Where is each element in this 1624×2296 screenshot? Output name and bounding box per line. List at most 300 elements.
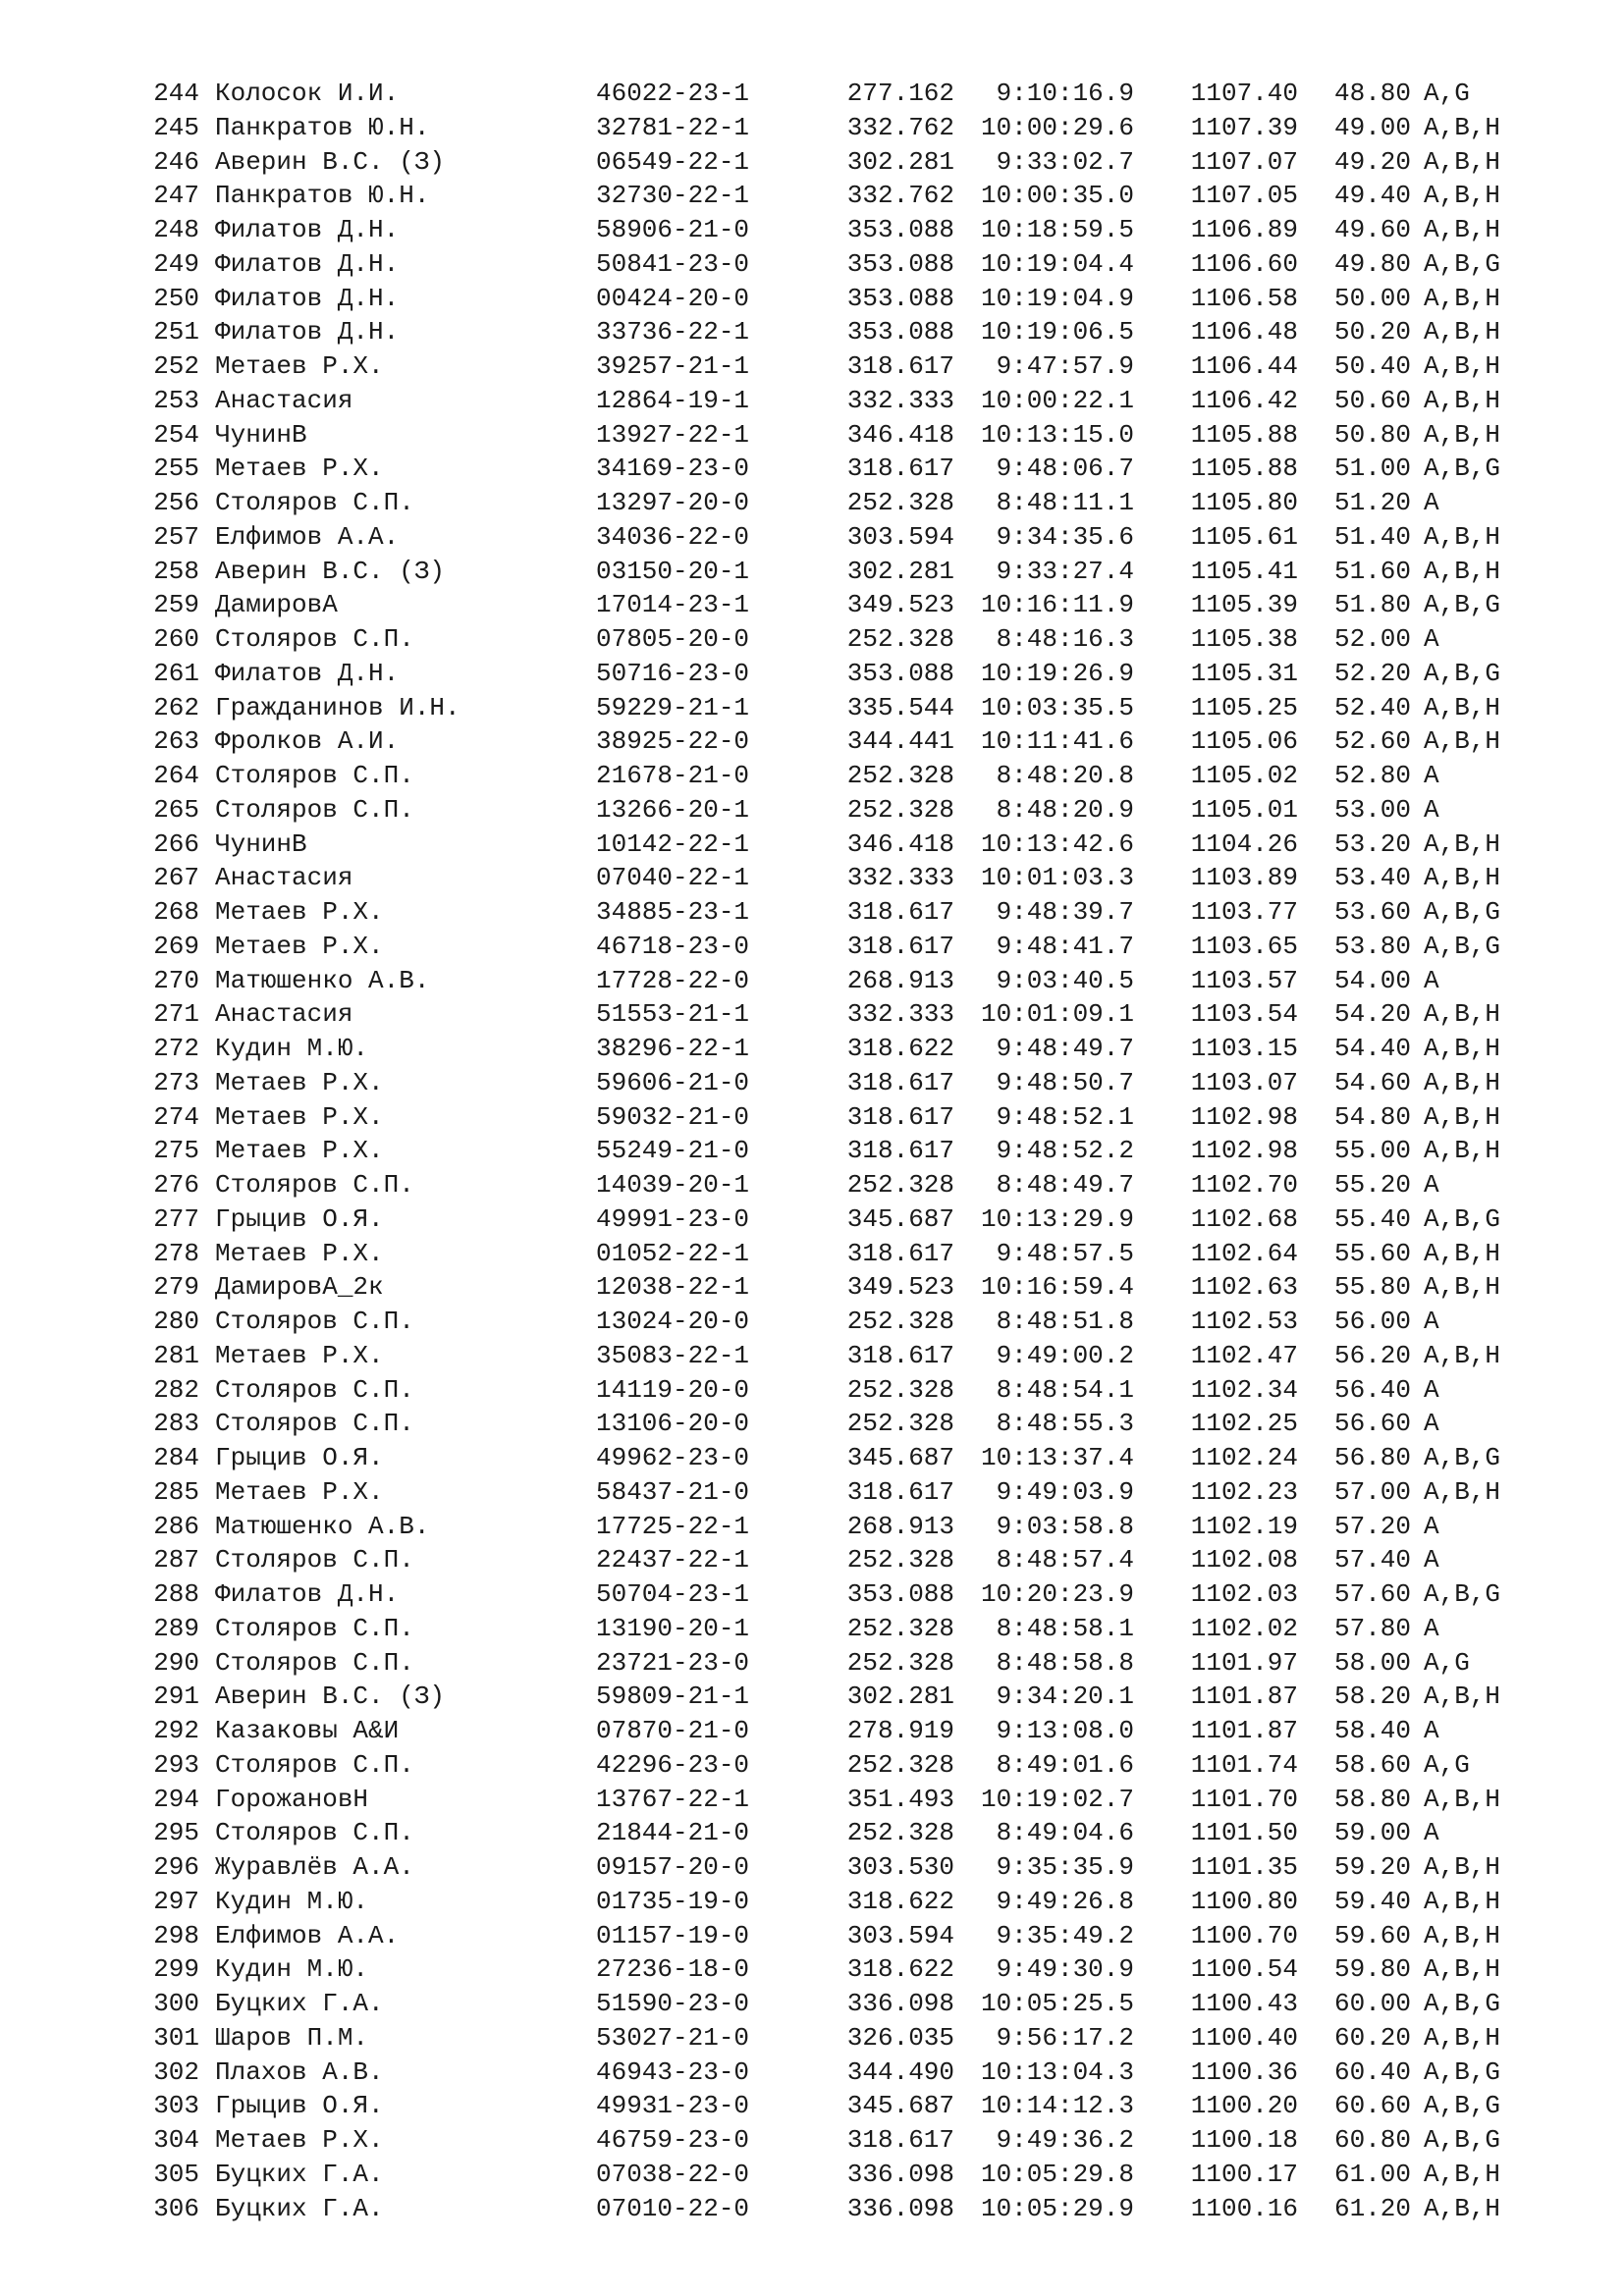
row-categories: A,B,H	[1424, 1852, 1501, 1882]
table-row	[142, 1339, 1537, 1373]
row-arrival-time: 10:13:42.6	[980, 828, 1134, 859]
row-points: 59.20	[1334, 1852, 1412, 1882]
row-distance: 332.762	[846, 112, 954, 142]
row-fancier-name: Буцких Г.А.	[215, 2159, 384, 2189]
row-arrival-time: 10:18:59.5	[980, 215, 1134, 244]
row-speed: 1100.36	[1190, 2056, 1298, 2087]
row-arrival-time: 8:48:16.3	[996, 624, 1134, 654]
row-distance: 349.523	[846, 1272, 954, 1303]
table-row	[142, 1373, 1537, 1408]
row-ring-number: 17728-22-0	[596, 965, 750, 995]
row-speed: 1100.17	[1190, 2159, 1298, 2189]
row-distance: 318.617	[846, 2125, 954, 2155]
row-points: 53.00	[1334, 794, 1412, 825]
row-speed: 1103.57	[1190, 965, 1298, 995]
row-categories: A,B,H	[1424, 1136, 1501, 1166]
row-categories: A	[1424, 1511, 1439, 1541]
row-speed: 1107.05	[1190, 181, 1298, 211]
row-speed: 1105.88	[1190, 454, 1298, 484]
row-fancier-name: Колосок И.И.	[215, 79, 400, 108]
row-speed: 1106.60	[1190, 248, 1298, 279]
row-speed: 1102.98	[1190, 1136, 1298, 1166]
table-row	[142, 1885, 1537, 1919]
row-points: 52.60	[1334, 726, 1412, 757]
row-points: 50.20	[1334, 317, 1412, 347]
row-arrival-time: 9:03:40.5	[996, 965, 1134, 995]
row-fancier-name: Столяров С.П.	[215, 1647, 414, 1678]
row-arrival-time: 8:48:20.9	[996, 794, 1134, 825]
row-ring-number: 49931-23-0	[596, 2091, 750, 2121]
row-distance: 353.088	[846, 1579, 954, 1609]
row-place: 274	[153, 1101, 199, 1132]
row-speed: 1107.39	[1190, 112, 1298, 142]
row-points: 51.80	[1334, 590, 1412, 620]
row-categories: A,B,G	[1424, 2125, 1501, 2155]
row-arrival-time: 9:49:36.2	[996, 2125, 1134, 2155]
row-arrival-time: 10:19:04.4	[980, 248, 1134, 279]
table-row	[142, 2021, 1537, 2056]
row-categories: A	[1424, 761, 1439, 790]
row-categories: A	[1424, 1818, 1439, 1848]
row-fancier-name: Метаев Р.Х.	[215, 931, 384, 961]
row-place: 245	[153, 112, 199, 142]
row-distance: 252.328	[846, 1409, 954, 1439]
row-speed: 1101.70	[1190, 1784, 1298, 1814]
row-categories: A,B,H	[1424, 1682, 1501, 1712]
row-distance: 332.762	[846, 181, 954, 211]
row-ring-number: 42296-23-0	[596, 1749, 750, 1780]
row-fancier-name: Плахов А.В.	[215, 2056, 384, 2087]
row-distance: 252.328	[846, 624, 954, 654]
row-points: 60.00	[1334, 1989, 1412, 2018]
row-place: 263	[153, 726, 199, 757]
row-fancier-name: ЧунинВ	[215, 828, 307, 859]
row-ring-number: 59032-21-0	[596, 1101, 750, 1132]
row-distance: 346.418	[846, 828, 954, 859]
row-categories: A,B,H	[1424, 1272, 1501, 1303]
row-categories: A,B,H	[1424, 828, 1501, 859]
row-speed: 1102.24	[1190, 1443, 1298, 1472]
table-row	[142, 111, 1537, 145]
table-row	[142, 895, 1537, 930]
row-points: 51.60	[1334, 556, 1412, 586]
row-points: 54.40	[1334, 1034, 1412, 1063]
row-place: 280	[153, 1307, 199, 1336]
table-row	[142, 555, 1537, 589]
row-arrival-time: 10:19:02.7	[980, 1784, 1134, 1814]
row-speed: 1106.89	[1190, 215, 1298, 244]
row-speed: 1103.54	[1190, 999, 1298, 1030]
row-points: 54.80	[1334, 1101, 1412, 1132]
row-distance: 303.530	[846, 1852, 954, 1882]
row-speed: 1100.20	[1190, 2091, 1298, 2121]
row-distance: 318.617	[846, 1476, 954, 1507]
row-distance: 336.098	[846, 2159, 954, 2189]
row-points: 52.80	[1334, 761, 1412, 790]
row-arrival-time: 10:13:29.9	[980, 1203, 1134, 1234]
row-ring-number: 13190-20-1	[596, 1613, 750, 1643]
row-arrival-time: 10:19:26.9	[980, 658, 1134, 688]
row-points: 59.40	[1334, 1886, 1412, 1916]
table-row	[142, 691, 1537, 725]
row-ring-number: 13106-20-0	[596, 1409, 750, 1439]
row-place: 298	[153, 1920, 199, 1950]
row-arrival-time: 10:16:11.9	[980, 590, 1134, 620]
row-categories: A,B,H	[1424, 1238, 1501, 1268]
row-distance: 353.088	[846, 317, 954, 347]
row-fancier-name: ЧунинВ	[215, 419, 307, 450]
row-place: 269	[153, 931, 199, 961]
row-place: 286	[153, 1511, 199, 1541]
row-arrival-time: 8:49:04.6	[996, 1818, 1134, 1848]
row-distance: 318.622	[846, 1034, 954, 1063]
table-row	[142, 179, 1537, 213]
row-ring-number: 17014-23-1	[596, 590, 750, 620]
row-ring-number: 55249-21-0	[596, 1136, 750, 1166]
row-points: 50.80	[1334, 419, 1412, 450]
row-points: 60.80	[1334, 2125, 1412, 2155]
row-distance: 252.328	[846, 1374, 954, 1405]
row-fancier-name: Фролков А.И.	[215, 726, 400, 757]
row-arrival-time: 10:13:04.3	[980, 2056, 1134, 2087]
row-categories: A	[1424, 1374, 1439, 1405]
row-categories: A,B,H	[1424, 726, 1501, 757]
row-categories: A,B,H	[1424, 215, 1501, 244]
row-ring-number: 59809-21-1	[596, 1682, 750, 1712]
row-arrival-time: 10:11:41.6	[980, 726, 1134, 757]
row-place: 270	[153, 965, 199, 995]
row-fancier-name: Анастасия	[215, 863, 353, 893]
row-points: 60.40	[1334, 2056, 1412, 2087]
row-speed: 1100.40	[1190, 2022, 1298, 2053]
row-distance: 318.617	[846, 454, 954, 484]
row-ring-number: 13024-20-0	[596, 1307, 750, 1336]
row-categories: A,B,G	[1424, 1989, 1501, 2018]
table-row	[142, 828, 1537, 862]
row-points: 50.00	[1334, 283, 1412, 313]
row-speed: 1102.98	[1190, 1101, 1298, 1132]
row-fancier-name: Столяров С.П.	[215, 761, 414, 790]
row-place: 277	[153, 1203, 199, 1234]
row-categories: A,B,H	[1424, 1340, 1501, 1370]
row-distance: 252.328	[846, 1613, 954, 1643]
row-arrival-time: 10:05:29.9	[980, 2193, 1134, 2223]
table-row	[142, 1919, 1537, 1953]
row-distance: 344.490	[846, 2056, 954, 2087]
row-distance: 336.098	[846, 1989, 954, 2018]
row-fancier-name: Панкратов Ю.Н.	[215, 112, 430, 142]
table-row	[142, 861, 1537, 895]
row-ring-number: 58437-21-0	[596, 1476, 750, 1507]
row-points: 55.60	[1334, 1238, 1412, 1268]
table-row	[142, 520, 1537, 555]
row-arrival-time: 9:48:52.2	[996, 1136, 1134, 1166]
row-categories: A,B,H	[1424, 2193, 1501, 2223]
row-speed: 1102.02	[1190, 1613, 1298, 1643]
row-speed: 1102.08	[1190, 1545, 1298, 1575]
row-distance: 252.328	[846, 1545, 954, 1575]
row-ring-number: 17725-22-1	[596, 1511, 750, 1541]
row-categories: A,B,H	[1424, 692, 1501, 722]
row-points: 55.00	[1334, 1136, 1412, 1166]
row-place: 305	[153, 2159, 199, 2189]
row-fancier-name: Казаковы А&И	[215, 1716, 400, 1745]
row-speed: 1102.70	[1190, 1170, 1298, 1200]
row-categories: A,B,H	[1424, 2022, 1501, 2053]
row-place: 285	[153, 1476, 199, 1507]
row-arrival-time: 10:00:22.1	[980, 385, 1134, 415]
table-row	[142, 2158, 1537, 2192]
row-arrival-time: 9:34:35.6	[996, 521, 1134, 552]
row-arrival-time: 8:48:49.7	[996, 1170, 1134, 1200]
row-distance: 252.328	[846, 1307, 954, 1336]
row-arrival-time: 9:48:41.7	[996, 931, 1134, 961]
row-fancier-name: Метаев Р.Х.	[215, 1136, 384, 1166]
results-table	[142, 77, 1537, 2225]
row-distance: 345.687	[846, 1443, 954, 1472]
row-points: 51.00	[1334, 454, 1412, 484]
row-ring-number: 38296-22-1	[596, 1034, 750, 1063]
row-distance: 332.333	[846, 999, 954, 1030]
row-fancier-name: Столяров С.П.	[215, 1374, 414, 1405]
row-arrival-time: 10:19:04.9	[980, 283, 1134, 313]
row-arrival-time: 9:34:20.1	[996, 1682, 1134, 1712]
row-ring-number: 51553-21-1	[596, 999, 750, 1030]
row-distance: 318.617	[846, 931, 954, 961]
row-fancier-name: Елфимов А.А.	[215, 521, 400, 552]
row-arrival-time: 10:13:37.4	[980, 1443, 1134, 1472]
row-place: 292	[153, 1716, 199, 1745]
row-points: 57.20	[1334, 1511, 1412, 1541]
table-row	[142, 1612, 1537, 1646]
row-distance: 252.328	[846, 794, 954, 825]
row-distance: 349.523	[846, 590, 954, 620]
row-points: 52.00	[1334, 624, 1412, 654]
row-distance: 268.913	[846, 965, 954, 995]
table-row	[142, 2056, 1537, 2090]
row-place: 281	[153, 1340, 199, 1370]
row-categories: A	[1424, 1409, 1439, 1439]
row-fancier-name: Столяров С.П.	[215, 1749, 414, 1780]
table-row	[142, 1816, 1537, 1850]
row-ring-number: 14119-20-0	[596, 1374, 750, 1405]
row-arrival-time: 9:48:39.7	[996, 897, 1134, 927]
row-place: 252	[153, 351, 199, 381]
row-speed: 1101.87	[1190, 1682, 1298, 1712]
row-ring-number: 13767-22-1	[596, 1784, 750, 1814]
row-distance: 318.617	[846, 351, 954, 381]
row-place: 301	[153, 2022, 199, 2053]
row-fancier-name: Столяров С.П.	[215, 624, 414, 654]
row-categories: A,B,G	[1424, 248, 1501, 279]
row-points: 55.80	[1334, 1272, 1412, 1303]
row-points: 55.40	[1334, 1203, 1412, 1234]
row-speed: 1100.54	[1190, 1954, 1298, 1985]
row-distance: 302.281	[846, 146, 954, 177]
row-ring-number: 06549-22-1	[596, 146, 750, 177]
row-distance: 252.328	[846, 1647, 954, 1678]
row-categories: A,B,H	[1424, 1920, 1501, 1950]
table-row	[142, 1305, 1537, 1339]
row-points: 53.40	[1334, 863, 1412, 893]
row-points: 55.20	[1334, 1170, 1412, 1200]
row-ring-number: 32730-22-1	[596, 181, 750, 211]
table-row	[142, 315, 1537, 349]
row-categories: A,B,G	[1424, 454, 1501, 484]
row-place: 271	[153, 999, 199, 1030]
row-points: 50.40	[1334, 351, 1412, 381]
row-fancier-name: Метаев Р.Х.	[215, 351, 384, 381]
row-arrival-time: 9:33:27.4	[996, 556, 1134, 586]
row-fancier-name: Кудин М.Ю.	[215, 1886, 369, 1916]
row-place: 282	[153, 1374, 199, 1405]
table-row	[142, 2089, 1537, 2123]
row-place: 276	[153, 1170, 199, 1200]
row-points: 54.00	[1334, 965, 1412, 995]
row-arrival-time: 10:00:35.0	[980, 181, 1134, 211]
table-row	[142, 213, 1537, 247]
row-categories: A,B,H	[1424, 521, 1501, 552]
row-distance: 302.281	[846, 1682, 954, 1712]
row-place: 279	[153, 1272, 199, 1303]
row-points: 60.20	[1334, 2022, 1412, 2053]
row-ring-number: 07805-20-0	[596, 624, 750, 654]
row-arrival-time: 8:48:58.8	[996, 1647, 1134, 1678]
row-distance: 353.088	[846, 658, 954, 688]
row-categories: A	[1424, 965, 1439, 995]
row-points: 54.60	[1334, 1067, 1412, 1097]
row-speed: 1106.58	[1190, 283, 1298, 313]
row-place: 265	[153, 794, 199, 825]
row-speed: 1100.43	[1190, 1989, 1298, 2018]
row-distance: 318.617	[846, 1101, 954, 1132]
row-categories: A,B,H	[1424, 2159, 1501, 2189]
table-row	[142, 1783, 1537, 1817]
row-fancier-name: Метаев Р.Х.	[215, 1476, 384, 1507]
row-categories: A,G	[1424, 79, 1470, 108]
row-arrival-time: 8:48:57.4	[996, 1545, 1134, 1575]
row-distance: 252.328	[846, 1749, 954, 1780]
table-row	[142, 1407, 1537, 1441]
row-place: 302	[153, 2056, 199, 2087]
row-ring-number: 35083-22-1	[596, 1340, 750, 1370]
row-arrival-time: 9:48:52.1	[996, 1101, 1134, 1132]
row-ring-number: 12864-19-1	[596, 385, 750, 415]
row-place: 247	[153, 181, 199, 211]
row-categories: A,B,G	[1424, 1579, 1501, 1609]
row-points: 56.80	[1334, 1443, 1412, 1472]
table-row	[142, 964, 1537, 998]
table-row	[142, 1168, 1537, 1202]
row-fancier-name: Столяров С.П.	[215, 1613, 414, 1643]
row-categories: A,B,H	[1424, 283, 1501, 313]
row-distance: 335.544	[846, 692, 954, 722]
row-fancier-name: Филатов Д.Н.	[215, 317, 400, 347]
row-place: 264	[153, 761, 199, 790]
row-points: 49.20	[1334, 146, 1412, 177]
row-categories: A,B,H	[1424, 146, 1501, 177]
row-place: 291	[153, 1682, 199, 1712]
row-speed: 1105.38	[1190, 624, 1298, 654]
table-row	[142, 997, 1537, 1032]
row-fancier-name: Столяров С.П.	[215, 1409, 414, 1439]
row-place: 297	[153, 1886, 199, 1916]
row-distance: 318.617	[846, 1340, 954, 1370]
row-arrival-time: 9:47:57.9	[996, 351, 1134, 381]
row-speed: 1105.80	[1190, 488, 1298, 517]
row-fancier-name: Столяров С.П.	[215, 1545, 414, 1575]
row-arrival-time: 10:13:15.0	[980, 419, 1134, 450]
row-place: 253	[153, 385, 199, 415]
row-ring-number: 01735-19-0	[596, 1886, 750, 1916]
row-points: 57.00	[1334, 1476, 1412, 1507]
row-points: 58.20	[1334, 1682, 1412, 1712]
row-arrival-time: 10:05:29.8	[980, 2159, 1134, 2189]
row-speed: 1102.25	[1190, 1409, 1298, 1439]
row-speed: 1102.63	[1190, 1272, 1298, 1303]
row-fancier-name: Панкратов Ю.Н.	[215, 181, 430, 211]
table-row	[142, 657, 1537, 691]
row-arrival-time: 10:16:59.4	[980, 1272, 1134, 1303]
row-place: 275	[153, 1136, 199, 1166]
row-place: 255	[153, 454, 199, 484]
row-fancier-name: Метаев Р.Х.	[215, 1340, 384, 1370]
row-fancier-name: Филатов Д.Н.	[215, 215, 400, 244]
row-arrival-time: 9:49:03.9	[996, 1476, 1134, 1507]
row-arrival-time: 9:48:50.7	[996, 1067, 1134, 1097]
row-place: 296	[153, 1852, 199, 1882]
table-row	[142, 77, 1537, 111]
row-fancier-name: Анастасия	[215, 999, 353, 1030]
row-distance: 318.622	[846, 1954, 954, 1985]
row-ring-number: 14039-20-1	[596, 1170, 750, 1200]
row-categories: A,B,G	[1424, 1203, 1501, 1234]
row-points: 53.80	[1334, 931, 1412, 961]
table-row	[142, 1714, 1537, 1748]
row-ring-number: 12038-22-1	[596, 1272, 750, 1303]
row-place: 295	[153, 1818, 199, 1848]
table-row	[142, 1066, 1537, 1100]
row-fancier-name: Филатов Д.Н.	[215, 1579, 400, 1609]
row-points: 58.60	[1334, 1749, 1412, 1780]
table-row	[142, 1646, 1537, 1681]
table-row	[142, 1237, 1537, 1271]
row-place: 304	[153, 2125, 199, 2155]
row-arrival-time: 8:48:51.8	[996, 1307, 1134, 1336]
row-distance: 318.622	[846, 1886, 954, 1916]
row-fancier-name: Филатов Д.Н.	[215, 658, 400, 688]
row-arrival-time: 9:35:35.9	[996, 1852, 1134, 1882]
row-ring-number: 59606-21-0	[596, 1067, 750, 1097]
row-arrival-time: 10:03:35.5	[980, 692, 1134, 722]
row-arrival-time: 9:49:30.9	[996, 1954, 1134, 1985]
row-ring-number: 07040-22-1	[596, 863, 750, 893]
row-categories: A,G	[1424, 1749, 1470, 1780]
row-fancier-name: Грыцив О.Я.	[215, 1443, 384, 1472]
row-distance: 345.687	[846, 1203, 954, 1234]
row-ring-number: 53027-21-0	[596, 2022, 750, 2053]
table-row	[142, 1510, 1537, 1544]
row-distance: 353.088	[846, 215, 954, 244]
row-categories: A,B,H	[1424, 863, 1501, 893]
row-points: 56.20	[1334, 1340, 1412, 1370]
row-place: 300	[153, 1989, 199, 2018]
row-points: 57.60	[1334, 1579, 1412, 1609]
row-speed: 1105.02	[1190, 761, 1298, 790]
table-row	[142, 1748, 1537, 1783]
row-distance: 252.328	[846, 761, 954, 790]
row-categories: A,B,H	[1424, 1101, 1501, 1132]
